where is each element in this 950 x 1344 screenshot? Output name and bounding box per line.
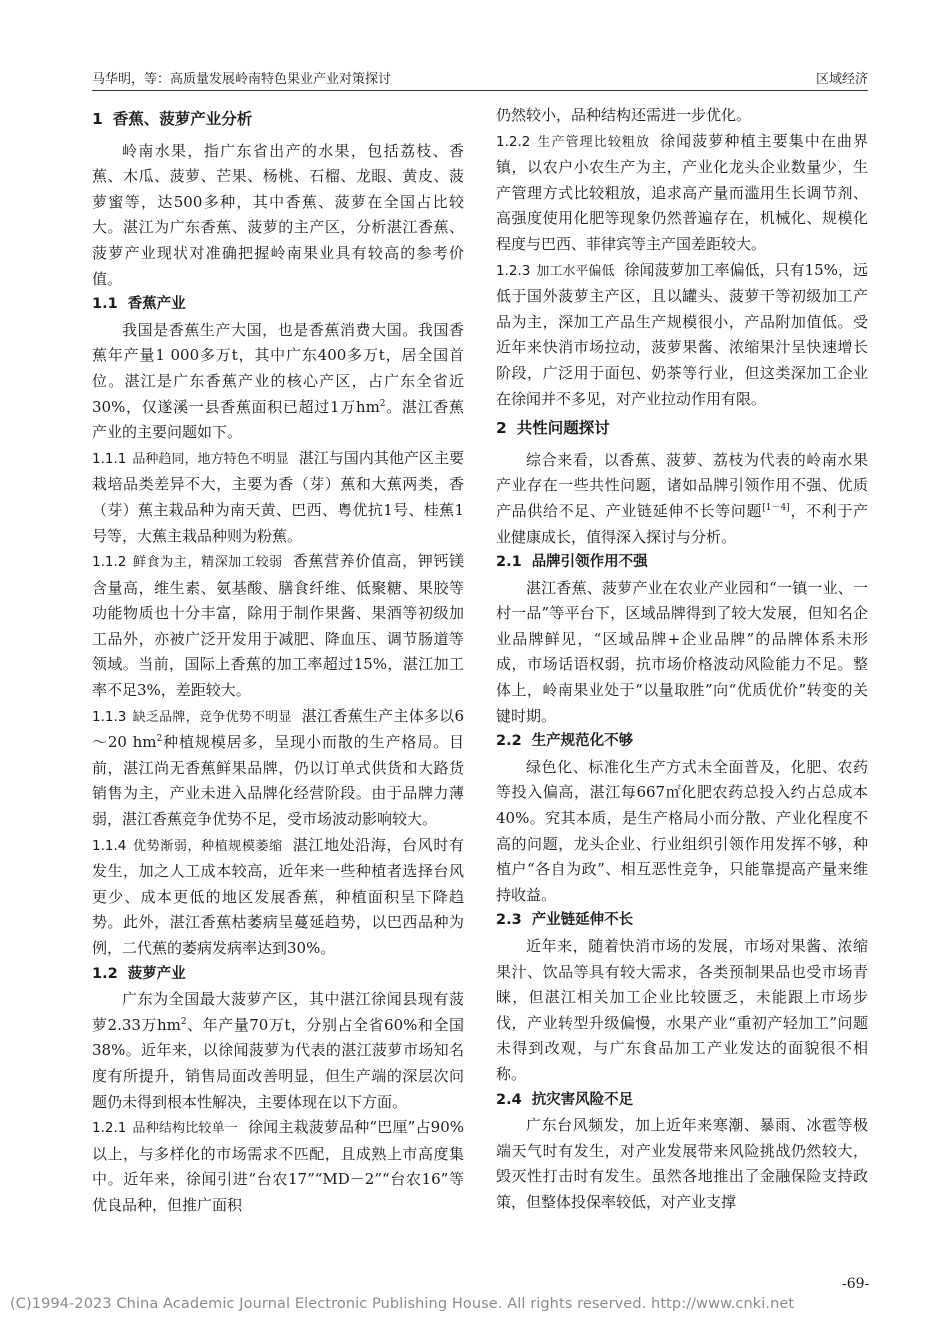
paragraph: 广东为全国最大菠萝产区，其中湛江徐闻县现有菠萝2.33万$hm^2$、年产量70万t，分别占全省60%和全国38%。近年来，以徐闻菠萝为代表的湛江菠萝市场知名度有所提升，销售局面改善明显，但生产端的深层次问题仍未得到根本性解决，主要体现在以下方面。 (92, 990, 464, 1111)
header-section: 区域经济 (815, 72, 868, 87)
subsection-heading: 1.2 菠萝产业 (92, 965, 186, 982)
subsection-heading: 2.4 抗灾害风险不足 (496, 1091, 634, 1108)
subsection-heading: 2.3 产业链延伸不长 (496, 912, 634, 929)
section-heading: 1 香蕉、菠萝产业分析 (92, 110, 253, 128)
paragraph: 综合来看，以香蕉、菠萝、荔枝为代表的岭南水果产业存在一些共性问题，诸如品牌引领作用不强、优质产品供给不足、产业链延伸不长等问题[1－4]，不利于产业健康成长，值得深入探讨与分析。 (496, 450, 868, 546)
section-heading: 2 共性问题探讨 (496, 419, 610, 438)
page-number: -69- (842, 1276, 870, 1292)
paragraph: 近年来，随着快消市场的发展，市场对果酱、浓缩果汁、饮品等具有较大需求，各类预制果品也受市场青睐，但湛江相关加工企业比较匮乏，未能跟上市场步伐，产业转型升级偏慢，水果产业“重初产轻加工”问题未得到改观，与广东食品加工产业发达的面貌很不相称。 (496, 937, 868, 1083)
subsubsection: 1.1.2 鲜食为主，精深加工较弱 香蕉营养价值高，钾钙镁含量高，维生素、氨基酸、膳食纤维、低聚糖、果胶等功能物质也十分丰富，除用于制作果酱、果酒等初级加工品外，亦被广泛开发用于减肥、降血压、调节肠道等领域。当前，国际上香蕉的加工率超过15%，湛江加工率不足3%，差距较大。 (92, 552, 464, 700)
running-header (92, 66, 868, 91)
subsubsection: 1.2.1 品种结构比较单一 徐闻主栽菠萝品种“巴厘”占90%以上，与多样化的市场需求不匹配，且成熟上市高度集中。近年来，徐闻引进“台农17”“MD－2”“台农16”等优良品种，但推广面积 (92, 1118, 464, 1214)
paragraph: 岭南水果，指广东省出产的水果，包括荔枝、香蕉、木瓜、菠萝、芒果、杨桃、石榴、龙眼、黄皮、菠萝蜜等，达500多种，其中香蕉、菠萝在全国占比较大。湛江为广东香蕉、菠萝的主产区，分析湛江香蕉、菠萝产业现状对准确把握岭南果业具有较高的参考价值。 (92, 141, 464, 288)
paragraph: 湛江香蕉、菠萝产业在农业产业园和“一镇一业、一村一品”等平台下，区域品牌得到了较大发展，但知名企业品牌鲜见，“区域品牌+企业品牌”的品牌体系未形成，市场话语权弱，抗市场价格波动风险能力不足。整体上，岭南果业处于“以量取胜”向“优质优价”转变的关键时期。 (496, 578, 868, 725)
subsubsection: 1.2.3 加工水平偏低 徐闻菠萝加工率偏低，只有15%，远低于国外菠萝主产区，且以罐头、菠萝干等初级加工产品为主，深加工产品生产规模很小，产品附加值低。受近年来快消市场拉动，菠萝果酱、浓缩果汁呈快速增长阶段，广泛用于面包、奶茶等行业，但这类深加工企业在徐闻并不多见，对产业拉动作用有限。 (496, 260, 868, 408)
subsubsection: 1.1.1 品种趋同，地方特色不明显 湛江与国内其他产区主要栽培品类差异不大，主要为香（芽）蕉和大蕉两类，香（芽）蕉主栽品种为南天黄、巴西、粤优抗1号、桂蕉1号等，大蕉主栽品种则为粉蕉。 (92, 448, 464, 545)
subsection-heading: 2.2 生产规范化不够 (496, 733, 634, 750)
subsection-heading: 1.1 香蕉产业 (92, 296, 186, 313)
header-authors-title: 马华明，等：高质量发展岭南特色果业产业对策探讨 (92, 72, 392, 87)
citation: [1－4] (762, 502, 790, 513)
paragraph-continued: 仍然较小，品种结构还需进一步优化。 (496, 106, 752, 124)
paragraph: 绿色化、标准化生产方式未全面普及，化肥、农药等投入偏高，湛江每667㎡化肥农药总投入约占总成本40%。究其本质，是生产格局小而分散、产业化程度不高的问题，龙头企业、行业组织引领作用发挥不够，种植户“各自为政”、相互恶性竞争，只能靠提高产量来维持收益。 (496, 757, 868, 904)
paragraph: 我国是香蕉生产大国，也是香蕉消费大国。我国香蕉年产量1 000多万t，其中广东400多万t，居全国首位。湛江是广东香蕉产业的核心产区，占广东全省近30%，仅遂溪一县香蕉面积已超过1万$hm^2$。湛江香蕉产业的主要问题如下。 (92, 320, 464, 442)
left-column (92, 103, 464, 1219)
subsubsection: 1.1.4 优势渐弱，种植规模萎缩 湛江地处沿海，台风时有发生，加之人工成本较高，近年来一些种植者选择台风更少、成本更低的地区发展香蕉，种植面积呈下降趋势。此外，湛江香蕉枯萎病呈蔓延趋势，以巴西品种为例，二代蕉的萎病发病率达到30%。 (92, 835, 464, 957)
right-column (496, 103, 868, 1216)
paragraph: 广东台风频发，加上近年来寒潮、暴雨、冰雹等极端天气时有发生，对产业发展带来风险挑战仍然较大，毁灭性打击时有发生。虽然各地推出了金融保险支持政策，但整体投保率较低，对产业支撑 (496, 1116, 868, 1211)
copyright-footer: (C)1994-2023 China Academic Journal Electronic Publishing House. All rights reserved. http://www.cnki.net (10, 1296, 795, 1312)
subsubsection: 1.1.3 缺乏品牌，竞争优势不明显 湛江香蕉生产主体多以6～20 $hm^2$种植规模居多，呈现小而散的生产格局。目前，湛江尚无香蕉鲜果品牌，仍以订单式供货和大路货销售为主，产业未进入品牌化经营阶段。由于品牌力薄弱，湛江香蕉竞争优势不足，受市场波动影响较大。 (92, 706, 464, 829)
subsubsection: 1.2.2 生产管理比较粗放 徐闻菠萝种植主要集中在曲界镇，以农户小农生产为主，产业化龙头企业数量少，生产管理方式比较粗放，追求高产量而滥用生长调节剂、高强度使用化肥等现象仍然普遍存在，机械化、规模化程度与巴西、菲律宾等主产国差距较大。 (496, 131, 868, 253)
subsection-heading: 2.1 品牌引领作用不强 (496, 554, 648, 571)
